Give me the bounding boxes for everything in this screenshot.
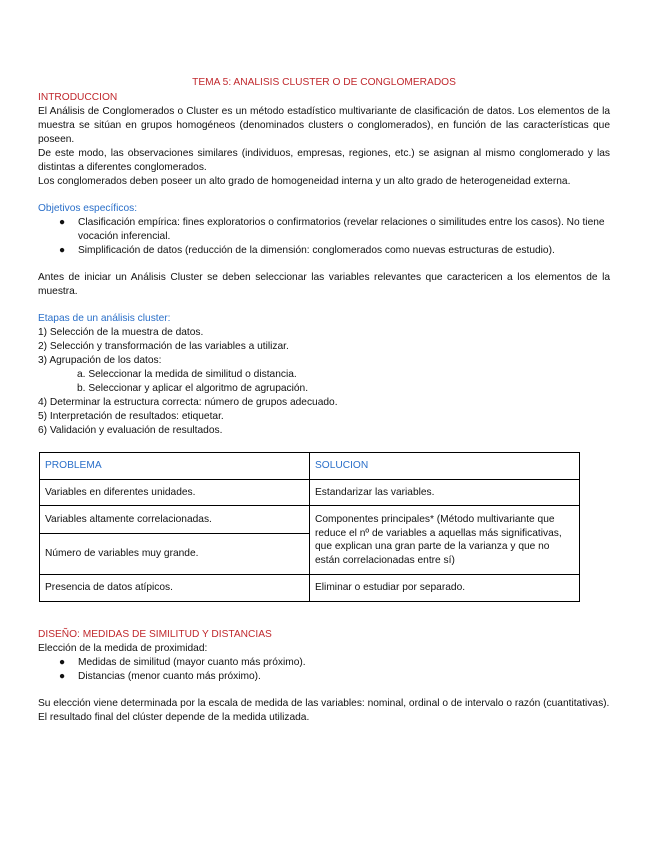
- etapa-4: 4) Determinar la estructura correcta: número de grupos adecuado.: [38, 397, 338, 408]
- cell-problema: Número de variables muy grande.: [40, 534, 310, 575]
- diseno-paragraph-1: Su elección viene determinada por la escala de medida de las variables: nominal, ordinal o de intervalo o razón (cuantitativas).: [38, 697, 610, 709]
- table-header-row: [40, 453, 580, 480]
- table-row: [40, 575, 580, 602]
- etapa-3b: b. Seleccionar y aplicar el algoritmo de agrupación.: [77, 383, 309, 394]
- list-item: [38, 656, 610, 670]
- header-solucion: SOLUCION: [310, 453, 580, 480]
- cell-problema: Variables en diferentes unidades.: [40, 479, 310, 506]
- list-item: [38, 670, 610, 684]
- etapa-6: 6) Validación y evaluación de resultados.: [38, 425, 223, 436]
- intro-paragraph-2: De este modo, las observaciones similares (individuos, empresas, regiones, etc.) se asignan al mismo conglomerado y las distintas a diferentes conglomerados.: [38, 148, 610, 173]
- intro-heading: INTRODUCCION: [38, 92, 118, 103]
- etapa-1: 1) Selección de la muestra de datos.: [38, 327, 204, 338]
- list-item: [38, 244, 610, 258]
- diseno-heading: DISEÑO: MEDIDAS DE SIMILITUD Y DISTANCIAS: [38, 628, 272, 640]
- antes-paragraph: Antes de iniciar un Análisis Cluster se deben seleccionar las variables relevantes que caractericen a los elementos de la muestra.: [38, 272, 610, 297]
- cell-solucion: Estandarizar las variables.: [310, 479, 580, 506]
- objetivos-heading: Objetivos específicos:: [38, 203, 138, 214]
- cell-solucion: Eliminar o estudiar por separado.: [310, 575, 580, 602]
- etapa-3a: a. Seleccionar la medida de similitud o distancia.: [77, 369, 297, 380]
- document-title: TEMA 5: ANALISIS CLUSTER O DE CONGLOMERADOS: [192, 77, 456, 88]
- etapa-5: 5) Interpretación de resultados: etiquetar.: [38, 411, 224, 422]
- intro-paragraph-3: Los conglomerados deben poseer un alto grado de homogeneidad interna y un alto grado de heterogeneidad externa.: [38, 176, 571, 187]
- etapas-heading: Etapas de un análisis cluster:: [38, 313, 171, 324]
- diseno-intro: Elección de la medida de proximidad:: [38, 642, 208, 654]
- cell-problema: Variables altamente correlacionadas.: [40, 506, 310, 534]
- header-problema: PROBLEMA: [40, 453, 310, 480]
- table-row: [40, 479, 580, 506]
- bullet-icon: ●: [59, 217, 66, 228]
- diseno-item-text: Medidas de similitud (mayor cuanto más próximo).: [78, 656, 306, 668]
- objetivo-text: Simplificación de datos (reducción de la dimensión: conglomerados como nuevas estructuras de estudio).: [78, 245, 555, 256]
- bullet-icon: ●: [59, 670, 66, 682]
- diseno-paragraph-2: El resultado final del clúster depende de la medida utilizada.: [38, 711, 310, 723]
- problem-solution-table: [39, 452, 580, 602]
- bullet-icon: ●: [59, 656, 66, 668]
- diseno-list: [38, 656, 610, 684]
- cell-solucion: Componentes principales* (Método multivariante que reduce el nº de variables a aquellas más significativas, que explican una gran parte de la varianza y que no están correlacionadas entre sí): [310, 506, 580, 575]
- etapa-2: 2) Selección y transformación de las variables a utilizar.: [38, 341, 289, 352]
- cell-problema: Presencia de datos atípicos.: [40, 575, 310, 602]
- diseno-item-text: Distancias (menor cuanto más próximo).: [78, 670, 261, 682]
- table-row: [40, 506, 580, 534]
- intro-paragraph-1: El Análisis de Conglomerados o Cluster es un método estadístico multivariante de clasificación de datos. Los elementos de la muestra se sitúan en grupos homogéneos (denominados clusters o conglomerados), en función de las características que poseen.: [38, 106, 610, 145]
- etapa-3: 3) Agrupación de los datos:: [38, 355, 162, 366]
- objetivos-list: [38, 216, 610, 258]
- document-page: [38, 76, 610, 725]
- list-item: [38, 216, 610, 244]
- objetivo-text: Clasificación empírica: fines exploratorios o confirmatorios (revelar relaciones o similitudes entre los casos). No tiene vocación inferencial.: [78, 217, 605, 242]
- bullet-icon: ●: [59, 245, 66, 256]
